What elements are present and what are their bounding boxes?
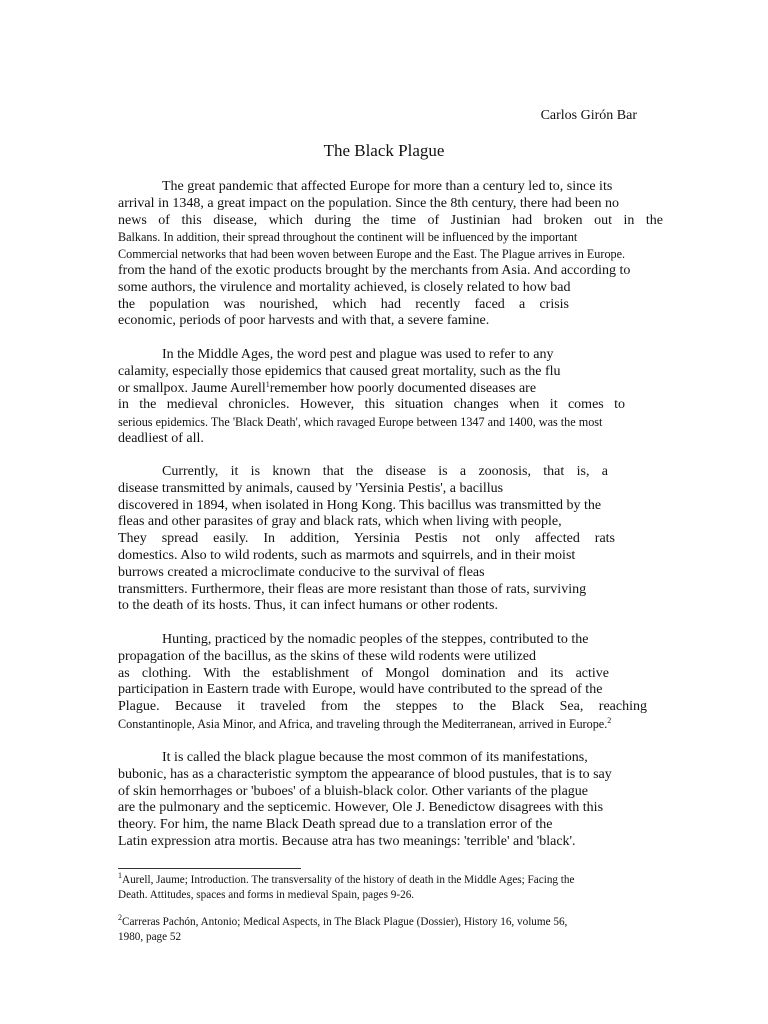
paragraph-1: [118, 179, 663, 330]
text-line: They spread easily. In addition, Yersinia Pestis not only affected rats: [118, 531, 615, 547]
text-line: burrows created a microclimate conducive to the survival of fleas: [118, 564, 485, 580]
text-line: of skin hemorrhages or 'buboes' of a bluish-black color. Other variants of the plague: [118, 783, 589, 799]
paragraph-5: [118, 750, 663, 851]
text-line: to the death of its hosts. Thus, it can infect humans or other rodents.: [118, 598, 499, 614]
text-line: some authors, the virulence and mortality achieved, is closely related to how bad: [118, 279, 571, 295]
text-line: domestics. Also to wild rodents, such as marmots and squirrels, and in their moist: [118, 547, 576, 563]
text-line: in the medieval chronicles. However, this situation changes when it comes to: [118, 397, 625, 413]
text-line: are the pulmonary and the septicemic. However, Ole J. Benedictow disagrees with this: [118, 800, 604, 816]
text-line: [118, 716, 663, 733]
footnote-marker: 2: [118, 913, 122, 922]
text-line: It is called the black plague because the most common of its manifestations,: [162, 750, 588, 765]
footnote-marker: 1: [118, 871, 122, 880]
text-line: as clothing. With the establishment of Mongol domination and its active: [118, 665, 609, 681]
text-line: In the Middle Ages, the word pest and plague was used to refer to any: [162, 347, 554, 362]
text-line: The great pandemic that affected Europe for more than a century led to, since its: [162, 179, 613, 194]
text-line: [118, 873, 658, 888]
text-line: 1980, page 52: [118, 931, 182, 943]
text-line: Currently, it is known that the disease is a zoonosis, that is, a: [162, 464, 608, 479]
text-line: Hunting, practiced by the nomadic peoples of the steppes, contributed to the: [162, 632, 589, 647]
text-segment: Aurell, Jaume; Introduction. The transversality of the history of death in the Middle Ages; Facing the: [122, 874, 575, 886]
text-line: transmitters. Furthermore, their fleas are more resistant than those of rats, surviving: [118, 581, 587, 597]
author-name: Carlos Girón Bar: [540, 108, 637, 123]
text-line: news of this disease, which during the time of Justinian had broken out in the: [118, 212, 663, 228]
document-title: The Black Plague: [323, 141, 445, 160]
text-line: bubonic, has as a characteristic symptom the appearance of blood pustules, that is to say: [118, 766, 612, 782]
text-segment: or smallpox. Jaume Aurell: [118, 380, 266, 396]
text-line: Death. Attitudes, spaces and forms in medieval Spain, pages 9-26.: [118, 889, 415, 901]
text-line: Plague. Because it traveled from the steppes to the Black Sea, reaching: [118, 699, 647, 715]
text-line: [118, 915, 658, 930]
footnote-ref-2: 2: [607, 715, 612, 725]
footnote-1: [118, 873, 658, 903]
paragraph-2: [118, 347, 663, 448]
text-line: discovered in 1894, when isolated in Hong Kong. This bacillus was transmitted by the: [118, 497, 602, 513]
text-line: propagation of the bacillus, as the skins of these wild rodents were utilized: [118, 648, 536, 664]
text-line: deadliest of all.: [118, 430, 204, 446]
footnote-2: [118, 915, 658, 945]
text-segment: remember how poorly documented diseases are: [269, 380, 537, 396]
text-segment: Constantinople, Asia Minor, and Africa, and traveling through the Mediterranean, arrived in Europe.: [118, 716, 608, 731]
footnote-ref-1: 1: [265, 379, 270, 389]
footnote-divider: [118, 868, 301, 869]
text-line: serious epidemics. The 'Black Death', which ravaged Europe between 1347 and 1400, was the most: [118, 415, 603, 430]
footnotes-section: [118, 873, 658, 957]
text-line: [118, 381, 663, 398]
paragraph-4: [118, 632, 663, 733]
text-line: arrival in 1348, a great impact on the population. Since the 8th century, there had been no: [118, 195, 619, 211]
text-line: calamity, especially those epidemics that caused great mortality, such as the flu: [118, 363, 561, 379]
text-line: Balkans. In addition, their spread throughout the continent will be influenced by the important: [118, 230, 578, 245]
text-line: the population was nourished, which had recently faced a crisis: [118, 296, 569, 312]
text-line: from the hand of the exotic products brought by the merchants from Asia. And according to: [118, 262, 631, 278]
text-line: Latin expression atra mortis. Because atra has two meanings: 'terrible' and 'black'.: [118, 833, 576, 849]
text-line: participation in Eastern trade with Europe, would have contributed to the spread of the: [118, 682, 603, 698]
text-line: economic, periods of poor harvests and with that, a severe famine.: [118, 313, 490, 329]
text-segment: Carreras Pachón, Antonio; Medical Aspects, in The Black Plague (Dossier), History 16, volume 56,: [122, 916, 568, 928]
text-line: Commercial networks that had been woven between Europe and the East. The Plague arrives in Europe.: [118, 247, 626, 262]
text-line: theory. For him, the name Black Death spread due to a translation error of the: [118, 817, 553, 833]
text-line: fleas and other parasites of gray and black rats, which when living with people,: [118, 514, 562, 530]
paragraph-3: [118, 464, 663, 615]
text-line: disease transmitted by animals, caused by 'Yersinia Pestis', a bacillus: [118, 480, 504, 496]
